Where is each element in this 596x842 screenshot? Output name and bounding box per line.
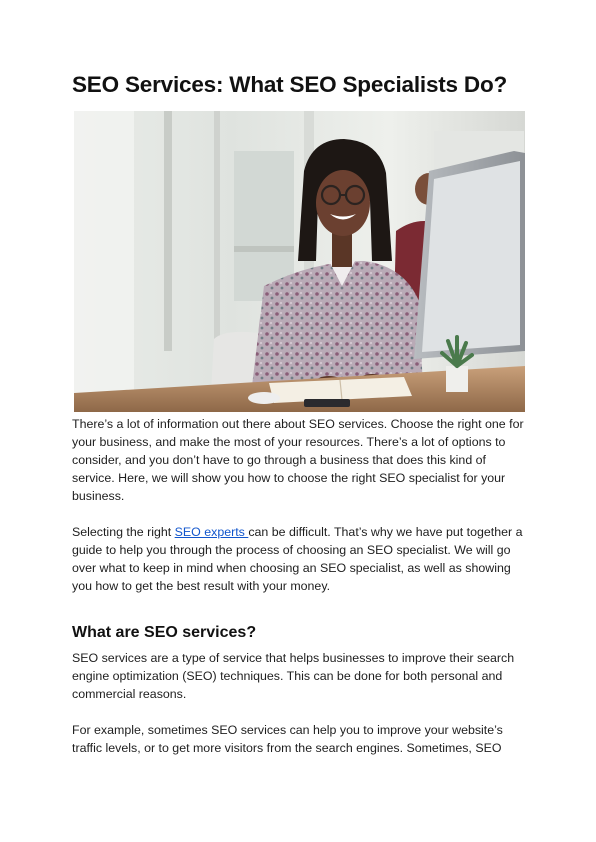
selecting-text-after: can be difficult. That’s why we have put together a guide to help you through the process of choosing an SEO specialist. We will go over what to keep in mind when choosing an SEO specialist, as well as showing you how to get the best result with your money. bbox=[72, 525, 523, 593]
section-heading: What are SEO services? bbox=[72, 624, 257, 641]
page-title: SEO Services: What SEO Specialists Do? bbox=[72, 72, 508, 97]
section-paragraph-2: For example, sometimes SEO services can help you to improve your website’s traffic levels, or to get more visitors from the search engines. Sometimes, SEO bbox=[72, 723, 503, 755]
selecting-text-before: Selecting the right bbox=[72, 525, 175, 539]
seo-experts-link[interactable]: SEO experts bbox=[174, 525, 249, 539]
section-paragraph-1: SEO services are a type of service that helps businesses to improve their search engine optimization (SEO) techniques. This can be done for both personal and commercial reasons. bbox=[72, 651, 515, 701]
hero-photo-woman-at-desk bbox=[74, 111, 525, 412]
selecting-paragraph bbox=[72, 523, 526, 595]
intro-paragraph: There’s a lot of information out there about SEO services. Choose the right one for your business, and make the most of your resources. There’s a lot of options to consider, and you don’t have to go through a business that does this kind of service. Here, we will show you how to choose the right SEO specialist for your business. bbox=[72, 417, 524, 503]
